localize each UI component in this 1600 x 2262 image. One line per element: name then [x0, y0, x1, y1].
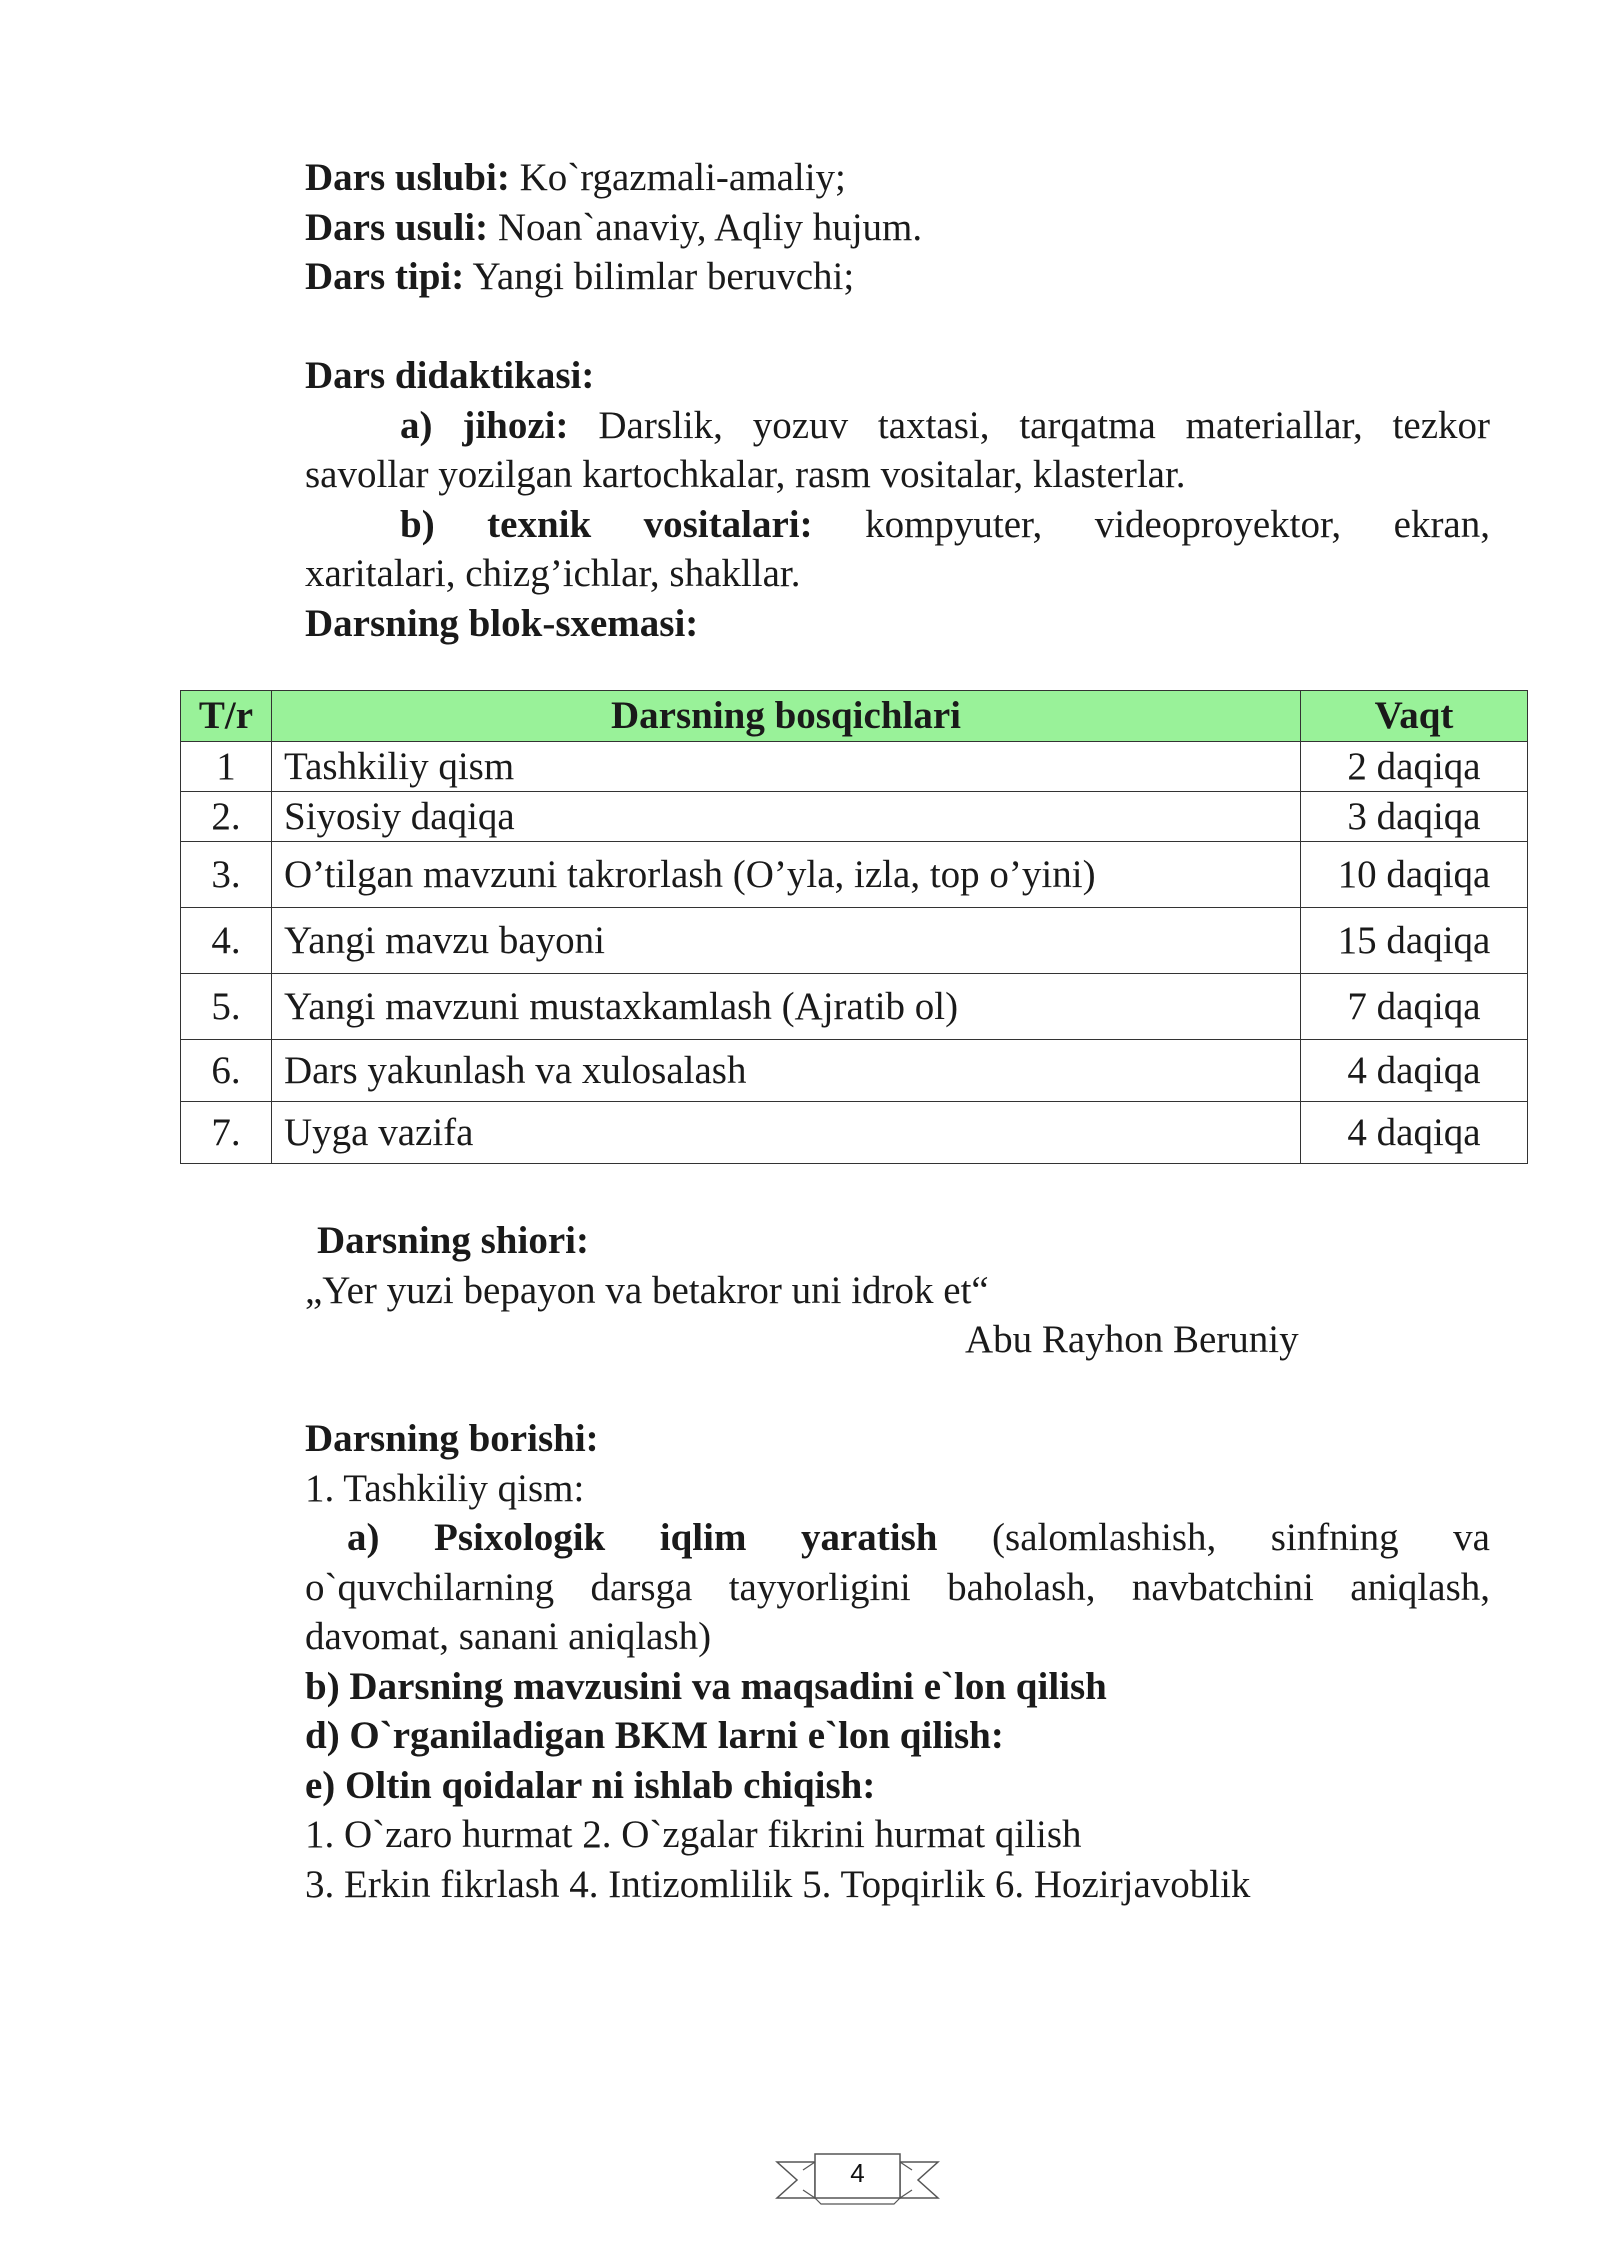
meta-style-line	[305, 153, 1490, 203]
climate-text-1: (salomlashish, sinfning va	[937, 1516, 1490, 1559]
meta-type-value: Yangi bilimlar beruvchi;	[464, 255, 855, 298]
didactics-section	[305, 351, 1490, 648]
table-row	[181, 1040, 1528, 1102]
motto-author: Abu Rayhon Beruniy	[965, 1318, 1299, 1361]
meta-method-line	[305, 203, 1490, 253]
climate-text-2: o`quvchilarning darsga tayyorligini baholash, navbatchini aniqlash,	[305, 1565, 1490, 1609]
meta-style-value: Ko`rgazmali-amaliy;	[509, 156, 846, 199]
lesson-steps-table	[180, 690, 1528, 1164]
meta-type-label: Dars tipi:	[305, 255, 465, 298]
technical-text-1: kompyuter, videoproyektor, ekran,	[812, 502, 1490, 546]
row-number: 3.	[181, 842, 272, 908]
technical-line-1	[305, 500, 1490, 550]
table-row	[181, 792, 1528, 842]
page-number: 4	[850, 2158, 865, 2188]
equipment-text-2: savollar yozilgan kartochkalar, rasm vositalar, klasterlar.	[305, 453, 1186, 496]
didactics-heading: Dars didaktikasi:	[305, 354, 595, 397]
meta-style-label: Dars uslubi:	[305, 156, 510, 199]
rules-line-1: 1. O`zaro hurmat 2. O`zgalar fikrini hurmat qilish	[305, 1813, 1082, 1856]
row-number: 4.	[181, 908, 272, 974]
row-time: 4 daqiqa	[1301, 1040, 1528, 1102]
header-stage: Darsning bosqichlari	[272, 691, 1301, 742]
equipment-line-1	[305, 401, 1490, 451]
page-number-ribbon	[775, 2150, 940, 2210]
climate-line-1	[305, 1513, 1490, 1563]
rules-line-2: 3. Erkin fikrlash 4. Intizomlilik 5. Topqirlik 6. Hozirjavoblik	[305, 1862, 1251, 1906]
bkm-announcement: d) O`rganiladigan BKM larni e`lon qilish:	[305, 1714, 1004, 1757]
table-row	[181, 974, 1528, 1040]
motto-quote: „Yer yuzi bepayon va betakror uni idrok et“	[305, 1268, 989, 1312]
table-row	[181, 1102, 1528, 1164]
technical-label: b) texnik vositalari:	[400, 502, 813, 546]
equipment-text-1: Darslik, yozuv taxtasi, tarqatma materiallar, tezkor	[568, 403, 1491, 447]
technical-text-2: xaritalari, chizg’ichlar, shakllar.	[305, 552, 801, 595]
row-time: 7 daqiqa	[1301, 974, 1528, 1040]
row-time: 15 daqiqa	[1301, 908, 1528, 974]
header-number: T/r	[181, 691, 272, 742]
table-header-row	[181, 691, 1528, 742]
row-stage: Dars yakunlash va xulosalash	[272, 1040, 1301, 1102]
row-number: 5.	[181, 974, 272, 1040]
row-stage: Siyosiy daqiqa	[272, 792, 1301, 842]
golden-rules-heading: e) Oltin qoidalar ni ishlab chiqish:	[305, 1763, 876, 1807]
meta-method-value: Noan`anaviy, Aqliy hujum.	[488, 205, 923, 249]
climate-label: a) Psixologik iqlim yaratish	[347, 1516, 938, 1559]
row-time: 4 daqiqa	[1301, 1102, 1528, 1164]
climate-text-3: davomat, sanani aniqlash)	[305, 1615, 712, 1658]
scheme-heading: Darsning blok-sxemasi:	[305, 601, 699, 645]
row-time: 10 daqiqa	[1301, 842, 1528, 908]
motto-section	[305, 1216, 1490, 1365]
row-stage: Uyga vazifa	[272, 1102, 1301, 1164]
row-stage: O’tilgan mavzuni takrorlash (O’yla, izla, top o’yini)	[272, 842, 1301, 908]
header-time: Vaqt	[1301, 691, 1528, 742]
lesson-meta	[305, 153, 1490, 302]
row-time: 3 daqiqa	[1301, 792, 1528, 842]
row-stage: Tashkiliy qism	[272, 742, 1301, 792]
equipment-label: a) jihozi:	[400, 403, 569, 447]
progress-item-1: 1. Tashkiliy qism:	[305, 1466, 585, 1510]
progress-heading: Darsning borishi:	[305, 1417, 599, 1460]
meta-type-line	[305, 252, 1490, 302]
row-stage: Yangi mavzuni mustaxkamlash (Ajratib ol)	[272, 974, 1301, 1040]
table-row	[181, 908, 1528, 974]
goal-announcement: b) Darsning mavzusini va maqsadini e`lon qilish	[305, 1664, 1107, 1708]
row-number: 7.	[181, 1102, 272, 1164]
progress-section	[305, 1414, 1490, 1909]
row-stage: Yangi mavzu bayoni	[272, 908, 1301, 974]
row-time: 2 daqiqa	[1301, 742, 1528, 792]
meta-method-label: Dars usuli:	[305, 205, 489, 249]
row-number: 2.	[181, 792, 272, 842]
table-row	[181, 842, 1528, 908]
row-number: 6.	[181, 1040, 272, 1102]
row-number: 1	[181, 742, 272, 792]
table-row	[181, 742, 1528, 792]
motto-heading: Darsning shiori:	[317, 1219, 589, 1262]
